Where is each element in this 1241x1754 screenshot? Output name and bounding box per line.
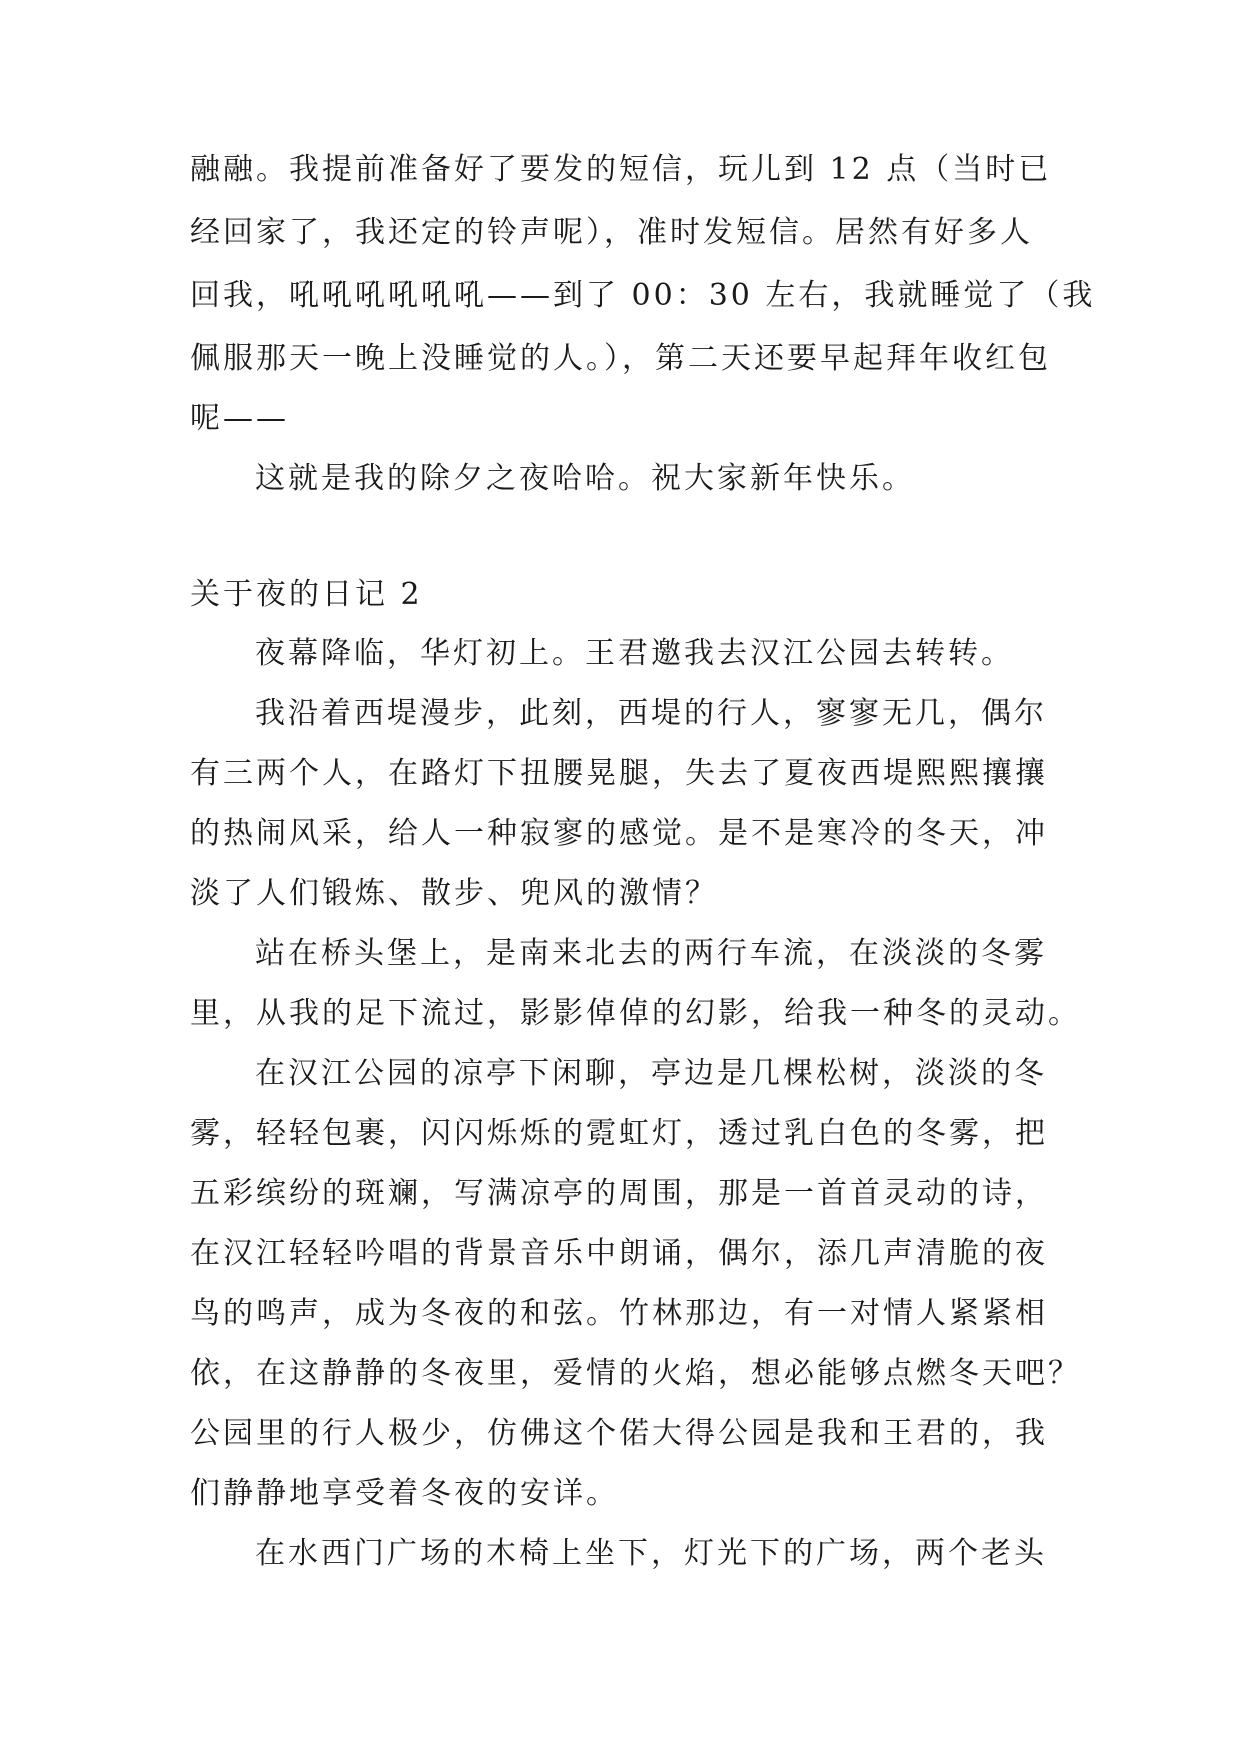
- text-line: 在汉江公园的凉亭下闲聊，亭边是几棵松树，淡淡的冬: [255, 1056, 1047, 1091]
- text-line: 夜幕降临，华灯初上。王君邀我去汉江公园去转转。: [255, 636, 1014, 671]
- text-line: 的热闹风采，给人一种寂寥的感觉。是不是寒冷的冬天，冲: [190, 816, 1048, 851]
- text-line: 呢——: [190, 401, 289, 436]
- text-line: 淡了人们锻炼、散步、兜风的激情？: [190, 876, 718, 911]
- text-line: 站在桥头堡上，是南来北去的两行车流，在淡淡的冬雾: [255, 936, 1047, 971]
- text-line: 依，在这静静的冬夜里，爱情的火焰，想必能够点燃冬天吧？: [190, 1356, 1081, 1391]
- text-line: 佩服那天一晚上没睡觉的人。），第二天还要早起拜年收红包: [190, 341, 1051, 376]
- text-line: 里，从我的足下流过，影影倬倬的幻影，给我一种冬的灵动。: [190, 996, 1081, 1031]
- text-line: 经回家了，我还定的铃声呢），准时发短信。居然有好多人: [190, 215, 1033, 250]
- text-line: 五彩缤纷的斑斓，写满凉亭的周围，那是一首首灵动的诗，: [190, 1176, 1048, 1211]
- text-line: 我沿着西堤漫步，此刻，西堤的行人，寥寥无几，偶尔: [255, 696, 1047, 731]
- text-line: 们静静地享受着冬夜的安详。: [190, 1476, 619, 1511]
- text-line: 在汉江轻轻吟唱的背景音乐中朗诵，偶尔，添几声清脆的夜: [190, 1236, 1048, 1271]
- text-line: 雾，轻轻包裹，闪闪烁烁的霓虹灯，透过乳白色的冬雾，把: [190, 1116, 1048, 1151]
- text-line: 有三两个人，在路灯下扭腰晃腿，失去了夏夜西堤熙熙攘攘: [190, 756, 1048, 791]
- text-line: 鸟的鸣声，成为冬夜的和弦。竹林那边，有一对情人紧紧相: [190, 1296, 1048, 1331]
- text-line: 这就是我的除夕之夜哈哈。祝大家新年快乐。: [255, 461, 915, 496]
- text-line: 融融。我提前准备好了要发的短信，玩儿到 12 点（当时已: [190, 152, 1052, 187]
- text-line: 公园里的行人极少，仿佛这个偌大得公园是我和王君的，我: [190, 1416, 1048, 1451]
- text-line: 在水西门广场的木椅上坐下，灯光下的广场，两个老头: [255, 1536, 1047, 1571]
- text-line: 回我，吼吼吼吼吼吼——到了 00：30 左右，我就睡觉了（我: [190, 278, 1096, 313]
- section-heading: 关于夜的日记 2: [190, 577, 423, 612]
